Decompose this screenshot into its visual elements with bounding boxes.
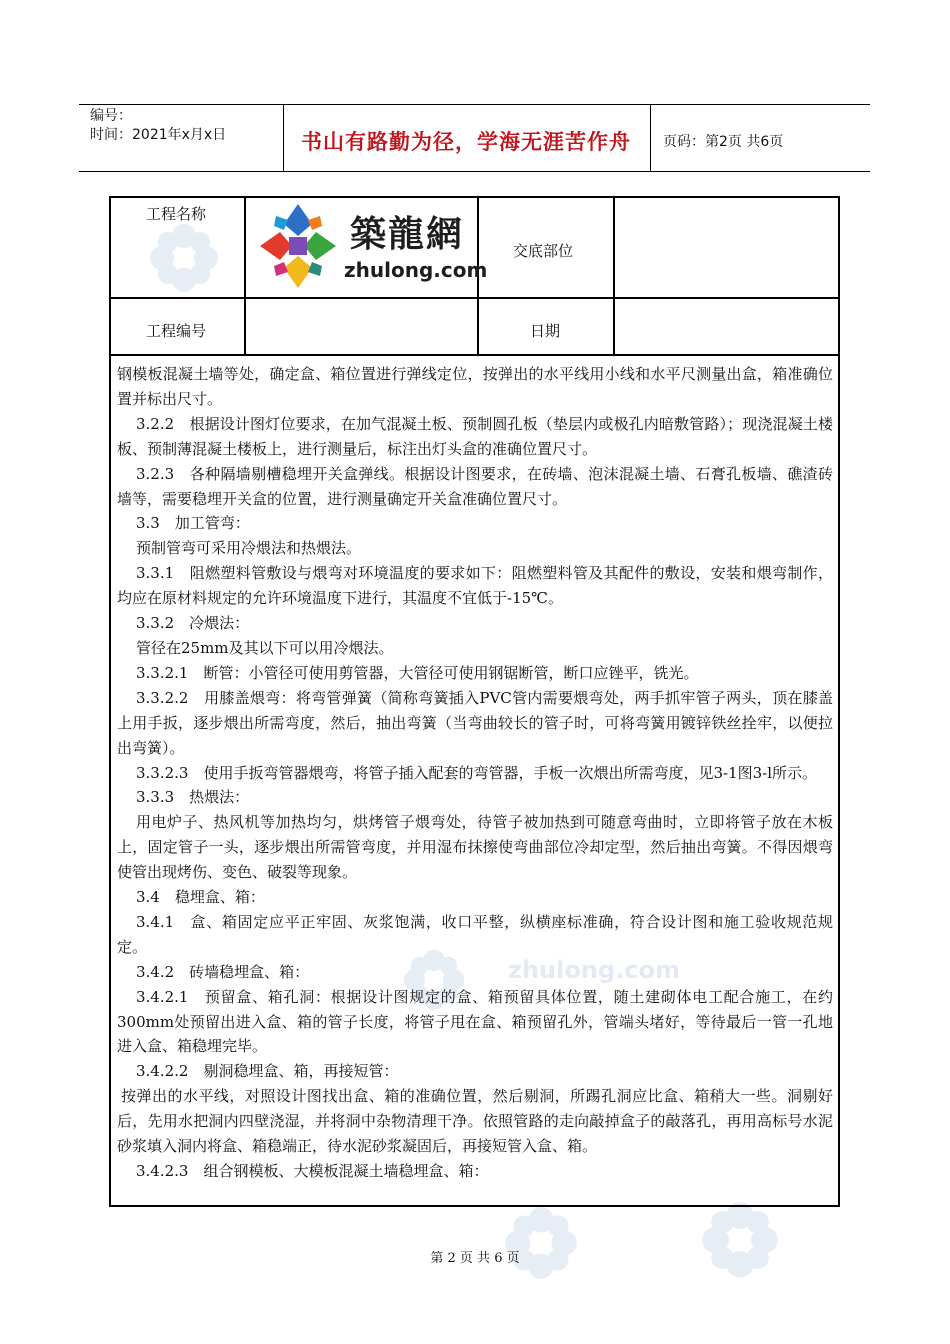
paragraph: 3.3.2.2 用膝盖煨弯：将弯管弹簧（简称弯簧插入PVC管内需要煨弯处，两手抓牢管子两头，顶在膝盖上用手扳，逐步煨出所需弯度，然后，抽出弯簧（当弯曲较长的管子时，可将弯簧用镀锌铁丝拴牢，以便拉出弯簧）。 [117, 688, 833, 757]
paragraph: 3.4.2 砖墙稳埋盒、箱： [136, 962, 310, 981]
watermark-flower-icon [700, 1200, 780, 1280]
paragraph: 3.2.2 根据设计图灯位要求，在加气混凝土板、预制圆孔板（垫层内或极孔内暗敷管路）；现浇混凝土楼板、预制薄混凝土楼板上，进行测量后，标注出灯头盒的准确位置尺寸。 [117, 414, 833, 458]
page-footer: 第 2 页 共 6 页 [430, 1251, 520, 1266]
paragraph: 3.3.2 冷煨法： [136, 614, 250, 633]
header-divider-right [650, 104, 651, 172]
header-top-rule [79, 104, 870, 105]
header-motto: 书山有路勤为径，学海无涯苦作舟 [301, 130, 631, 154]
header-bottom-rule [79, 171, 870, 172]
table-col-divider [244, 196, 246, 355]
paragraph: 管径在25mm及其以下可以用冷煨法。 [136, 638, 394, 657]
logo-chinese: 築龍網 [350, 214, 465, 255]
table-row-divider [109, 354, 840, 356]
paragraph: 3.4.2.1 预留盒、箱孔洞：根据设计图规定的盒、箱预留具体位置，随土建砌体电工配合施工，在约300mm处预留出进入盒、箱的管子长度，将管子甩在盒、箱预留孔外，管端头堵好，等待最后一管一孔地进入盒、箱稳埋完毕。 [117, 987, 833, 1056]
paragraph: 3.4 稳埋盒、箱： [136, 888, 265, 907]
number-label: 编号： [90, 108, 132, 124]
paragraph: 3.4.2.3 组合钢模板、大模板混凝土墙稳埋盒、箱： [136, 1162, 489, 1180]
paragraph: 3.3.3 热煨法： [136, 788, 250, 807]
paragraph: 3.4.1 盒、箱固定应平正牢固、灰浆饱满，收口平整，纵横座标准确，符合设计图和施工验收规范规定。 [117, 912, 833, 956]
table-row-divider [109, 297, 840, 299]
logo-english: zhulong.com [344, 258, 488, 282]
time-label: 时间：2021年x月x日 [90, 127, 227, 143]
logo-mark-icon [256, 202, 340, 290]
paragraph: 3.3.1 阻燃塑料管敷设与煨弯对环境温度的要求如下：阻燃塑料管及其配件的敷设，安装和煨弯制作，均应在原材料规定的允许环境温度下进行，其温度不宜低于-15℃。 [117, 564, 833, 608]
document-body [117, 362, 833, 1184]
zhulong-logo [252, 200, 488, 296]
paragraph: 3.3.2.3 使用手扳弯管器煨弯，将管子插入配套的弯管器，手板一次煨出所需弯度，见3-1图3-l所示。 [136, 763, 818, 782]
paragraph: 钢模板混凝土墙等处，确定盒、箱位置进行弹线定位，按弹出的水平线用小线和水平尺测量出盒，箱准确位置并标出尺寸。 [117, 365, 833, 408]
paragraph: 按弹出的水平线，对照设计图找出盒、箱的准确位置，然后剔洞，所踢孔洞应比盒、箱稍大一些。洞剔好后，先用水把洞内四壁浇湿，并将洞中杂物清理干净。依照管路的走向敲掉盒子的敲落孔，再用高标号水泥砂浆填入洞内将盒、箱稳端正，待水泥砂浆凝固后，再接短管入盒、箱。 [117, 1087, 833, 1156]
table-col-divider [613, 196, 615, 355]
date-label: 日期 [530, 322, 561, 340]
paragraph: 3.2.3 各种隔墙剔槽稳埋开关盒弹线。根据设计图要求，在砖墙、泡沫混凝土墙、石膏孔板墙、礁渣砖墙等，需要稳埋开关盒的位置，进行测量确定开关盒准确位置尺寸。 [117, 464, 833, 508]
watermark-text: zhulong.com [508, 956, 680, 984]
paragraph: 预制管弯可采用冷煨法和热煨法。 [136, 539, 362, 558]
paragraph: 3.3 加工管弯： [136, 514, 250, 533]
header-page-label: 页码：第2页 共6页 [663, 134, 784, 150]
paragraph: 3.3.2.1 断管：小管径可使用剪管器，大管径可使用钢锯断管，断口应锉平，铣光。 [136, 663, 699, 682]
paragraph: 用电炉子、热风机等加热均匀，烘烤管子煨弯处，待管子被加热到可随意弯曲时，立即将管子放在木板上，固定管子一头，逐步煨出所需管弯度，并用湿布抹擦使弯曲部位冷却定型，然后抽出弯簧。不得因煨弯使管出现烤伤、变色、破裂等现象。 [117, 813, 833, 882]
header-meta [90, 107, 226, 145]
handover-part-label: 交底部位 [513, 242, 574, 260]
watermark-flower-icon [503, 1205, 579, 1281]
project-number-label: 工程编号 [146, 322, 207, 340]
project-name-label: 工程名称 [146, 205, 207, 223]
paragraph: 3.4.2.2 剔洞稳埋盒、箱，再接短管： [136, 1062, 399, 1081]
